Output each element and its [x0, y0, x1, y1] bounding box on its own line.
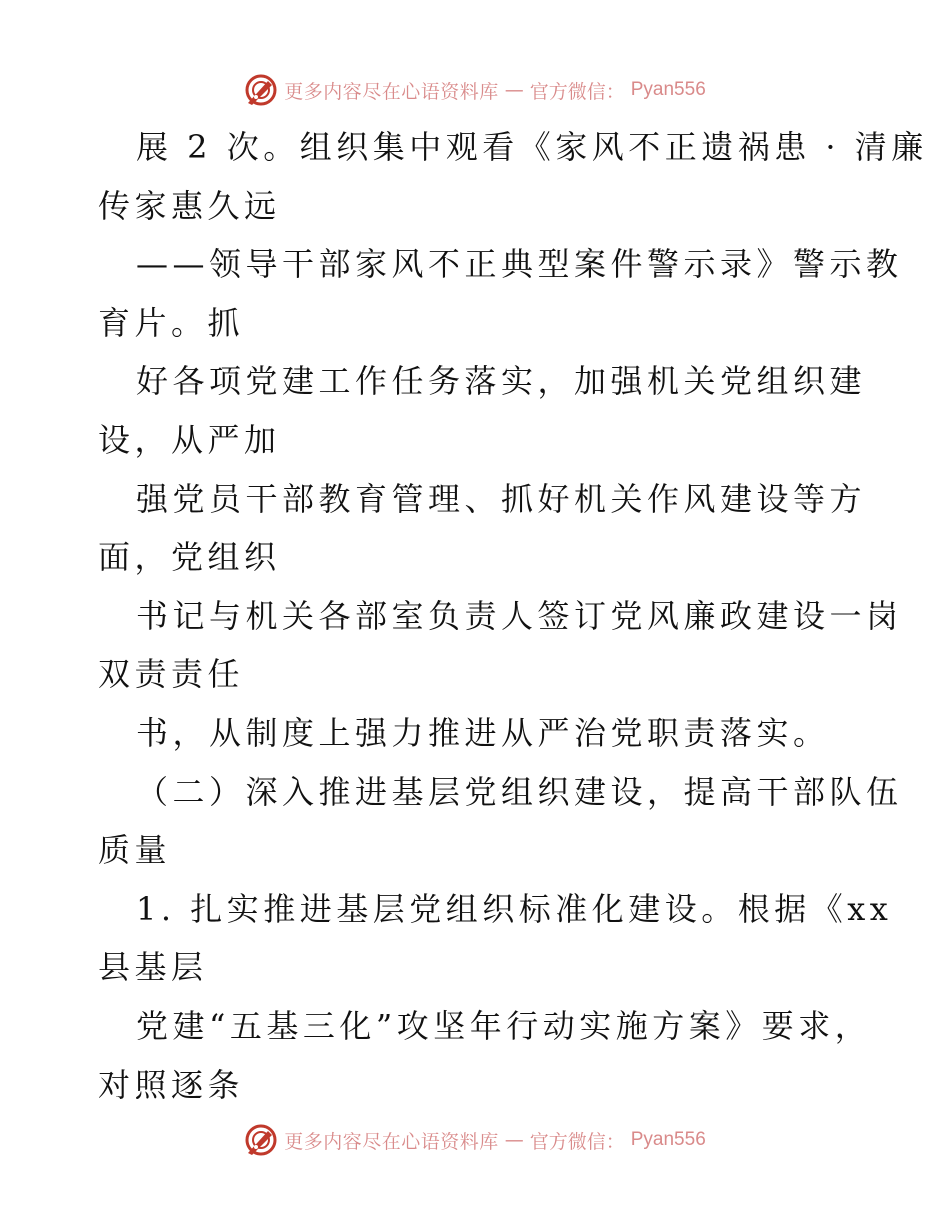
- body-line: 质量: [98, 831, 172, 870]
- section-heading: （二）深入推进基层党组织建设，提高干部队伍: [136, 772, 903, 811]
- body-line: 书，从制度上强力推进从严治党职责落实。: [136, 713, 830, 752]
- pen-logo-icon: [244, 1123, 278, 1157]
- banner-wechat-id: Pyan556: [630, 1129, 706, 1150]
- body-line: 面，党组织: [98, 538, 281, 577]
- header-banner: [0, 70, 950, 110]
- body-line: 设，从严加: [98, 420, 281, 459]
- banner-wechat-id: Pyan556: [630, 79, 706, 100]
- body-line: 县基层: [98, 948, 208, 987]
- body-line: 对照逐条: [98, 1065, 245, 1104]
- document-body: [98, 118, 928, 1114]
- body-line: ——领导干部家风不正典型案件警示录》警示教: [136, 245, 903, 284]
- body-line: 书记与机关各部室负责人签订党风廉政建设一岗: [136, 596, 903, 635]
- pen-logo-icon: [244, 73, 278, 107]
- body-line: 1. 扎实推进基层党组织标准化建设。根据《xx: [136, 889, 893, 928]
- banner-brand-text: 更多内容尽在心语资料库: [284, 1130, 499, 1153]
- banner-wechat-label: 官方微信：: [529, 80, 625, 103]
- body-line: 党建“五基三化”攻坚年行动实施方案》要求，: [136, 1006, 872, 1045]
- banner-wechat-label: 官方微信：: [529, 1130, 625, 1153]
- banner-brand-text: 更多内容尽在心语资料库: [284, 80, 499, 103]
- banner-dash: —: [504, 79, 524, 101]
- body-line: 强党员干部教育管理、抓好机关作风建设等方: [136, 479, 867, 518]
- body-line: 育片。抓: [98, 303, 245, 342]
- body-line: 展 2 次。组织集中观看《家风不正遗祸患 · 清廉: [136, 128, 928, 166]
- banner-dash: —: [504, 1129, 524, 1151]
- body-line: 双责责任: [98, 655, 245, 694]
- footer-banner: [0, 1120, 950, 1160]
- body-line: 传家惠久远: [98, 186, 281, 225]
- body-line: 好各项党建工作任务落实，加强机关党组织建: [136, 362, 867, 401]
